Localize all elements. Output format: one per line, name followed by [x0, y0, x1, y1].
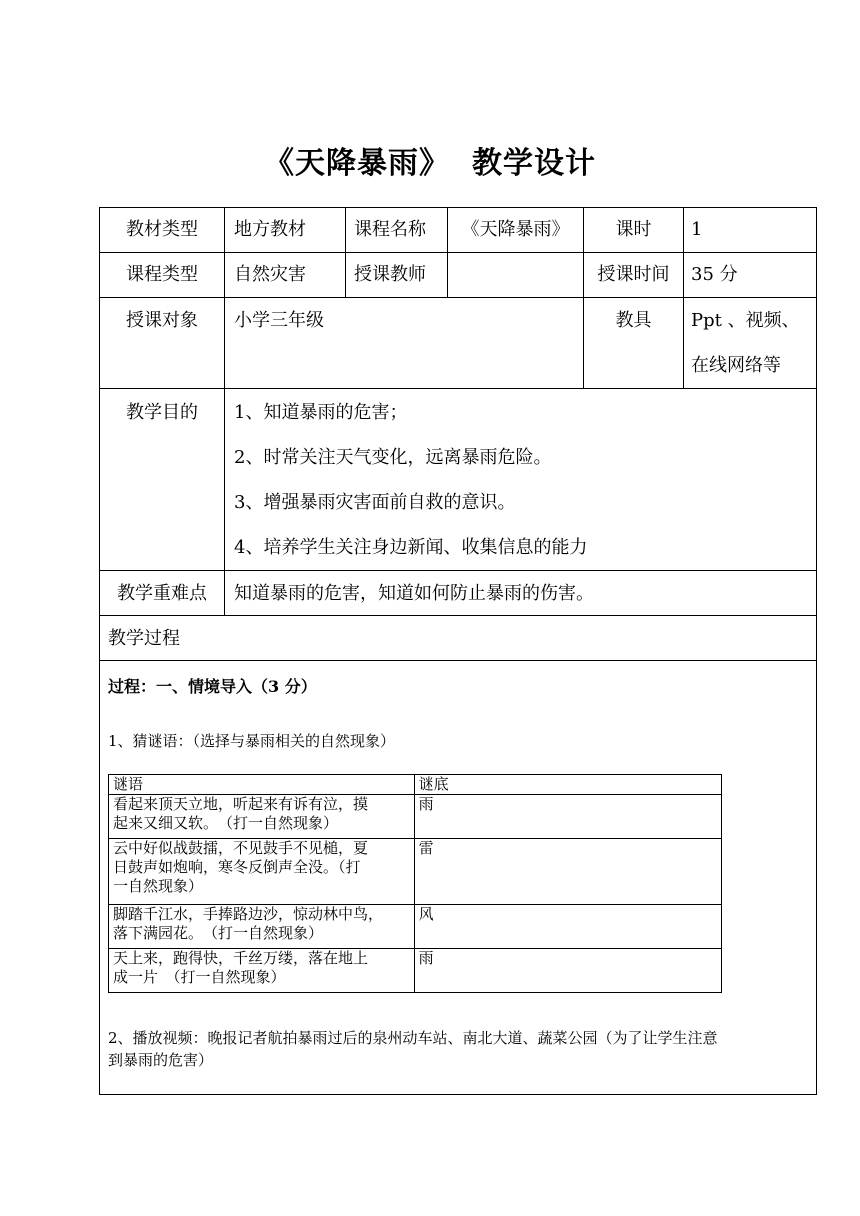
- table-row: [109, 905, 722, 949]
- riddle-line: 一自然现象）: [113, 877, 204, 895]
- label-period: 课时: [615, 219, 652, 240]
- riddle-table: [108, 774, 722, 993]
- riddle-header-question: 谜语: [109, 775, 415, 795]
- objective-item: 4、培养学生关注身边新闻、收集信息的能力: [234, 537, 588, 558]
- value-period: 1: [691, 219, 703, 240]
- table-border-left: [99, 207, 100, 1094]
- riddle-line: 起来又细又软。 （打一自然现象）: [113, 814, 339, 832]
- col-divider: [683, 207, 684, 388]
- objective-item: 2、时常关注天气变化，远离暴雨危险。: [234, 447, 552, 468]
- table-border-top: [99, 207, 817, 208]
- label-course-name: 课程名称: [354, 219, 426, 240]
- riddle-line: 脚踏千江水，手捧路边沙，惊动林中鸟，: [113, 905, 384, 923]
- table-row: [109, 839, 722, 905]
- row-divider: [99, 615, 817, 616]
- riddle-question: [109, 905, 415, 949]
- row-divider: [99, 388, 817, 389]
- label-key-points: 教学重难点: [117, 583, 207, 604]
- row-divider: [99, 570, 817, 571]
- riddle-answer: 雷: [414, 839, 721, 905]
- table-row: [109, 775, 722, 795]
- value-key-points: 知道暴雨的危害，知道如何防止暴雨的伤害。: [234, 583, 594, 604]
- label-course-type: 课程类型: [126, 264, 198, 285]
- label-teacher: 授课教师: [354, 264, 426, 285]
- process-heading: 过程：一、情境导入（3 分）: [108, 677, 317, 696]
- value-class-time: 35 分: [691, 264, 738, 285]
- title-suffix: 教学设计: [472, 146, 596, 181]
- value-tools-line2: 在线网络等: [691, 355, 781, 376]
- riddle-line: 看起来顶天立地，听起来有诉有泣，摸: [113, 795, 369, 813]
- riddle-line: 日鼓声如炮响，寒冬反倒声全没。（打: [113, 858, 361, 876]
- table-border-right: [816, 207, 817, 1094]
- label-material-type: 教材类型: [126, 219, 198, 240]
- title-main: 《天降暴雨》: [264, 146, 450, 181]
- row-divider: [99, 660, 817, 661]
- riddle-answer: 风: [414, 905, 721, 949]
- value-target: 小学三年级: [234, 310, 324, 331]
- label-process: 教学过程: [108, 628, 180, 649]
- riddle-line: 成一片 （打一自然现象）: [113, 968, 286, 986]
- label-tools: 教具: [615, 310, 652, 331]
- col-divider: [224, 207, 225, 615]
- riddle-question: [109, 949, 415, 993]
- col-divider: [345, 207, 346, 297]
- riddle-line: 云中好似战鼓擂，不见鼓手不见槌，夏: [113, 839, 369, 857]
- riddle-answer: 雨: [414, 949, 721, 993]
- value-tools-line1: Ppt 、视频、: [691, 310, 800, 331]
- value-course-type: 自然灾害: [234, 264, 306, 285]
- riddle-header-answer: 谜底: [414, 775, 721, 795]
- objective-item: 3、增强暴雨灾害面前自救的意识。: [234, 492, 516, 513]
- process-step-2-line1: 2、播放视频：晚报记者航拍暴雨过后的泉州动车站、南北大道、蔬菜公园（为了让学生注意: [108, 1029, 718, 1047]
- page-title: [0, 138, 860, 182]
- value-material-type: 地方教材: [234, 219, 306, 240]
- riddle-question: [109, 795, 415, 839]
- process-step-2-line2: 到暴雨的危害）: [108, 1051, 214, 1069]
- table-border-bottom: [99, 1094, 817, 1095]
- objective-item: 1、知道暴雨的危害；: [234, 402, 408, 423]
- table-row: [109, 949, 722, 993]
- riddle-line: 天上来，跑得快，千丝万缕，落在地上: [113, 949, 369, 967]
- label-objectives: 教学目的: [126, 402, 198, 423]
- row-divider: [99, 297, 817, 298]
- table-row: [109, 795, 722, 839]
- label-target: 授课对象: [126, 310, 198, 331]
- riddle-line: 落下满园花。 （打一自然现象）: [113, 924, 324, 942]
- value-course-name: 《天降暴雨》: [461, 219, 570, 240]
- riddle-question: [109, 839, 415, 905]
- row-divider: [99, 252, 817, 253]
- riddle-answer: 雨: [414, 795, 721, 839]
- process-step-1: 1、猜谜语：（选择与暴雨相关的自然现象）: [108, 732, 396, 750]
- label-class-time: 授课时间: [597, 264, 670, 285]
